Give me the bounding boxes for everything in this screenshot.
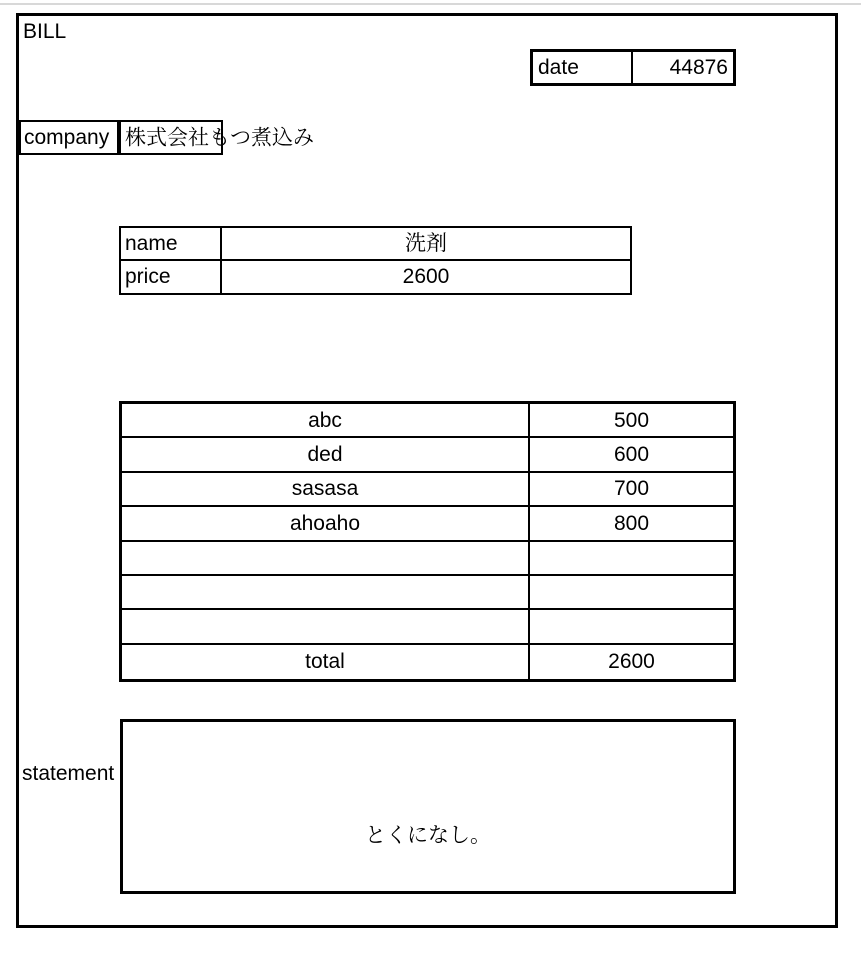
company-label-cell: company <box>19 120 119 155</box>
window-top-divider <box>0 3 861 5</box>
item-price-cell: 800 <box>530 507 733 541</box>
item-name-cell: ahoaho <box>122 507 530 541</box>
item-price-cell <box>530 610 733 644</box>
statement-text: とくになし。 <box>365 824 491 847</box>
date-box <box>530 49 736 86</box>
product-name-value-cell: 洗剤 <box>222 228 630 261</box>
company-name-text: 株式会社もつ煮込み <box>125 125 314 149</box>
item-price-cell <box>530 542 733 576</box>
item-price-cell: 700 <box>530 473 733 507</box>
item-name-cell: abc <box>122 404 530 438</box>
item-price-cell <box>530 576 733 610</box>
item-name-cell: sasasa <box>122 473 530 507</box>
statement-label: statement <box>22 762 115 785</box>
product-price-value-cell: 2600 <box>402 265 450 289</box>
item-price-cell: 500 <box>530 404 733 438</box>
product-name-label-cell: name <box>121 228 222 261</box>
date-value-cell: 44876 <box>669 55 728 79</box>
item-price-cell: 600 <box>530 438 733 472</box>
item-name-cell: ded <box>122 438 530 472</box>
company-value-cell <box>119 120 314 155</box>
statement-box <box>120 719 736 894</box>
product-price-label-cell: price <box>121 261 222 294</box>
items-total-label-cell: total <box>122 645 530 679</box>
product-table <box>119 226 632 295</box>
items-table <box>119 401 736 682</box>
item-name-cell <box>122 610 530 644</box>
item-name-cell <box>122 542 530 576</box>
item-name-cell <box>122 576 530 610</box>
page-title: BILL <box>23 20 67 43</box>
items-total-value-cell: 2600 <box>608 650 655 674</box>
date-label-cell: date <box>533 52 633 83</box>
